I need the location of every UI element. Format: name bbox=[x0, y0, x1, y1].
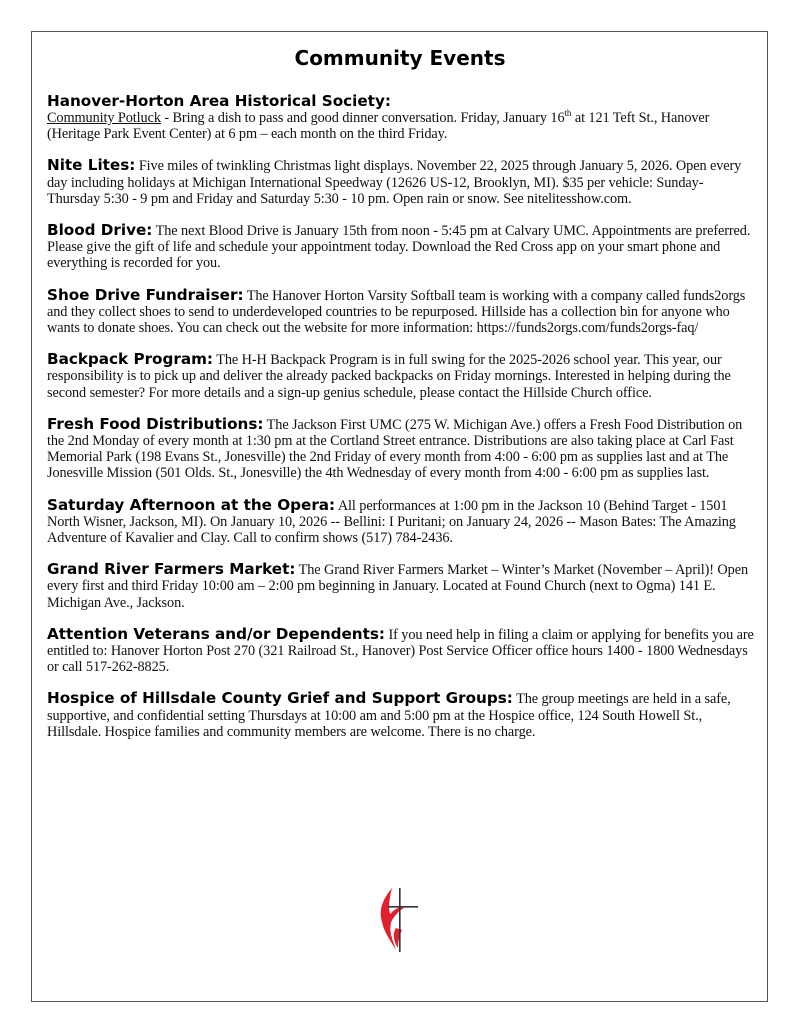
event-heading: Hospice of Hillsdale County Grief and Support Groups: bbox=[47, 689, 513, 708]
event-heading: Blood Drive: bbox=[47, 221, 153, 240]
event-body: The Hanover Horton Varsity Softball team is working with a company called funds2orgs and they collect shoes to send to underdeveloped countries to be repurposed. Hillside has a collection bin for anyone who wants to donate shoes. You can check out the website for more information: https://funds2orgs.com/funds2orgs-faq/ bbox=[47, 287, 746, 337]
event-body: - Bring a dish to pass and good dinner conversation. Friday, January 16 bbox=[160, 110, 565, 126]
event-body: Five miles of twinkling Christmas light displays. November 22, 2025 through January 5, 2026. Open every day including holidays at Michigan International Speedway (12626 US-12, Brooklyn, MI). $35 per vehicle: Sunday-Thursday 5:30 - 9 pm and Friday and Saturday 5:30 - 10 pm. Open rain or snow. See nitelitesshow.com. bbox=[47, 158, 742, 207]
event-historical-society bbox=[47, 92, 755, 142]
event-heading: Attention Veterans and/or Dependents: bbox=[47, 624, 385, 643]
event-backpack-program bbox=[47, 351, 755, 401]
event-nite-lites bbox=[47, 157, 755, 207]
event-heading: Saturday Afternoon at the Opera: bbox=[47, 495, 336, 514]
event-heading: Nite Lites: bbox=[47, 156, 136, 175]
event-body: If you need help in filing a claim or applying for benefits you are entitled to: Hanover Horton Post 270 (321 Railroad St., Hanover) Post Service Officer office hours 1400 - 1800 Wednesdays or call 517-262-8825. bbox=[47, 626, 754, 676]
event-shoe-drive bbox=[47, 287, 755, 337]
event-heading: Backpack Program: bbox=[47, 350, 214, 369]
cross-and-flame-logo-icon bbox=[374, 884, 422, 954]
event-veterans bbox=[47, 626, 755, 676]
event-opera bbox=[47, 497, 755, 547]
event-heading: Shoe Drive Fundraiser: bbox=[47, 285, 244, 304]
event-body: The next Blood Drive is January 15th from noon - 5:45 pm at Calvary UMC. Appointments are preferred. Please give the gift of life and schedule your appointment today. Download the Red Cross app on your smart phone and everything is recorded for you. bbox=[47, 223, 751, 272]
community-potluck-label: Community Potluck bbox=[47, 110, 161, 126]
events-list bbox=[47, 92, 755, 755]
event-body: The Jackson First UMC (275 W. Michigan Ave.) offers a Fresh Food Distribution on the 2nd Monday of every month at 1:30 pm at the Cortland Street entrance. Distributions are also taking place at Carl Fast Memorial Park (198 Evans St., Jonesville) the 2nd Friday of every month from 4:00 - 6:00 pm as supplies last and at The Jonesville Mission (501 Olds. St., Jonesville) the 4th Wednesday of every month from 4:00 - 6:00 pm as supplies last. bbox=[47, 416, 743, 482]
event-body: The group meetings are held in a safe, supportive, and confidential setting Thursdays at 10:00 am and 5:00 pm at the Hospice office, 124 South Howell St., Hillsdale. Hospice families and community members are welcome. There is no charge. bbox=[47, 691, 731, 740]
page-title: Community Events bbox=[294, 46, 506, 70]
event-heading: Hanover-Horton Area Historical Society: bbox=[47, 92, 391, 110]
event-heading: Grand River Farmers Market: bbox=[47, 560, 296, 579]
event-body-cont: at 121 Teft St., Hanover (Heritage Park Event Center) at 6 pm – each month on the third Friday. bbox=[47, 110, 710, 143]
event-farmers-market bbox=[47, 561, 755, 611]
event-heading: Fresh Food Distributions: bbox=[47, 414, 264, 433]
ordinal-suffix: th bbox=[564, 108, 572, 119]
event-blood-drive bbox=[47, 222, 755, 272]
event-hospice bbox=[47, 690, 755, 740]
event-fresh-food bbox=[47, 416, 755, 482]
event-body: The H-H Backpack Program is in full swing for the 2025-2026 school year. This year, our responsibility is to pick up and deliver the already packed backpacks on Friday mornings. Interested in helping during the second semester? For more details and a sign-up genius schedule, please contact the Hillside Church office. bbox=[47, 352, 731, 401]
event-body: All performances at 1:00 pm in the Jackson 10 (Behind Target - 1501 North Wisner, Jackson, MI). On January 10, 2026 -- Bellini: I Puritani; on January 24, 2026 -- Mason Bates: The Amazing Adventure of Kavalier and Clay. Call to confirm shows (517) 784-2436. bbox=[47, 497, 736, 547]
event-body: The Grand River Farmers Market – Winter’s Market (November – April)! Open every first and third Friday 10:00 am – 2:00 pm beginning in January. Located at Found Church (next to Ogma) 141 E. Michigan Ave., Jackson. bbox=[47, 562, 748, 611]
